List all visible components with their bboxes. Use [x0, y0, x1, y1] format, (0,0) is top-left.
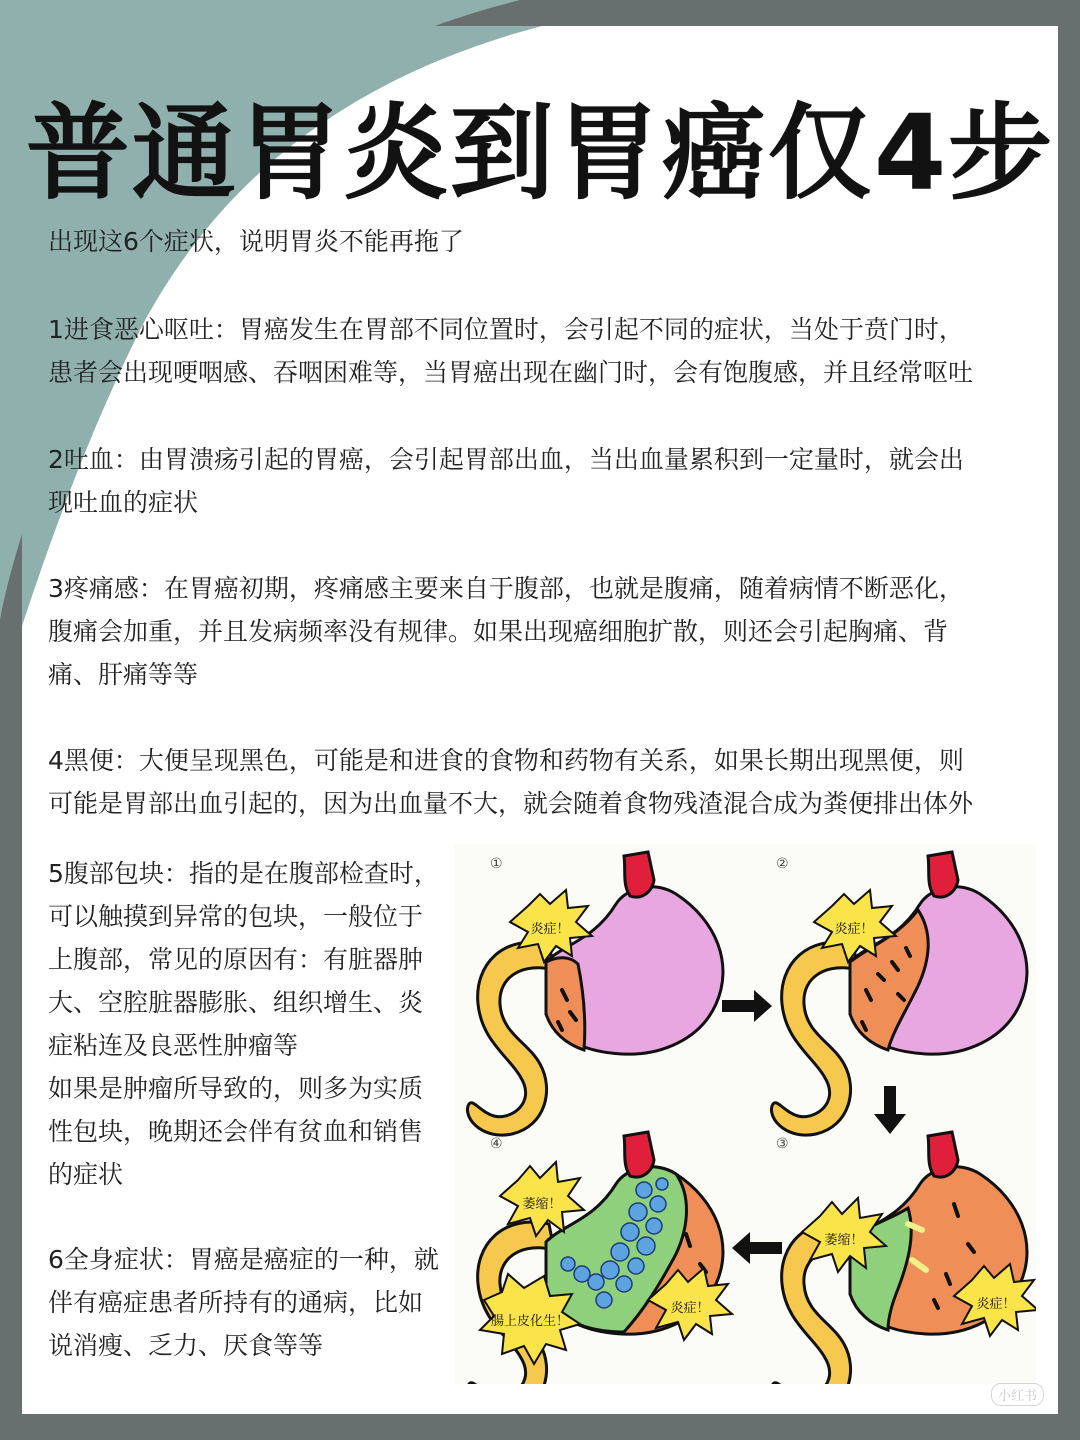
- panel-number: ④: [490, 1136, 503, 1152]
- symptom-4: [48, 739, 973, 825]
- callout-label: 萎缩！: [522, 1197, 562, 1212]
- symptom-line: 4黑便：大便呈现黑色，可能是和进食的食物和药物有关系，如果长期出现黑便，则: [48, 746, 964, 775]
- symptom-line: 现吐血的症状: [48, 488, 199, 517]
- panel-3: [771, 1132, 1036, 1384]
- intro-text: [48, 220, 464, 263]
- panel-number: ①: [490, 856, 503, 872]
- panel-1: [467, 852, 722, 1135]
- symptom-line: 可以触摸到异常的包块，一般位于: [48, 902, 424, 931]
- symptom-line: 腹痛会加重，并且发病频率没有规律。如果出现癌细胞扩散，则还会引起胸痛、背: [48, 617, 949, 646]
- callout-label: 炎症！: [670, 1301, 710, 1316]
- symptom-3: [48, 567, 964, 696]
- symptom-line: 症粘连及良恶性肿瘤等: [48, 1031, 299, 1060]
- symptom-line: 3疼痛感：在胃癌初期，疼痛感主要来自于腹部，也就是腹痛，随着病情不断恶化，: [48, 574, 964, 603]
- symptom-line: 可能是胃部出血引起的，因为出血量不大，就会随着食物残渣混合成为粪便排出体外: [48, 789, 974, 818]
- arrow-left-icon: [732, 1232, 782, 1264]
- panel-number: ②: [776, 856, 789, 872]
- stomach-progression-figure: [454, 844, 1036, 1384]
- symptom-2: [48, 438, 964, 524]
- stomach-progression-svg: [454, 844, 1036, 1384]
- page-title: 普通胃炎到胃癌仅4步: [25, 92, 1055, 214]
- arrow-right-icon: [722, 990, 772, 1022]
- watermark: 小红书: [991, 1383, 1044, 1406]
- panel-2: [771, 852, 1026, 1135]
- panel-4: [467, 1132, 732, 1384]
- content-card: [22, 26, 1058, 1414]
- symptom-line: 性包块，晚期还会伴有贫血和销售: [48, 1117, 424, 1146]
- callout-label: 炎症！: [976, 1297, 1016, 1312]
- symptom-line: 2吐血：由胃溃疡引起的胃癌，会引起胃部出血，当出血量累积到一定量时，就会出: [48, 445, 964, 474]
- callout-label: 萎缩！: [824, 1233, 864, 1248]
- symptom-line: 上腹部，常见的原因有：有脏器肿: [48, 945, 424, 974]
- symptom-line: 6全身症状：胃癌是癌症的一种，就: [48, 1245, 439, 1274]
- arrow-down-icon: [874, 1086, 906, 1134]
- symptom-line: 伴有癌症患者所持有的通病，比如: [48, 1288, 424, 1317]
- symptom-1: [48, 308, 973, 394]
- panel-number: ③: [776, 1136, 789, 1152]
- callout-label: 炎症！: [530, 922, 570, 937]
- symptom-line: 患者会出现哽咽感、吞咽困难等，当胃癌出现在幽门时，会有饱腹感，并且经常呕吐: [48, 358, 974, 387]
- symptom-line: 1进食恶心呕吐：胃癌发生在胃部不同位置时，会引起不同的症状，当处于贲门时，: [48, 315, 964, 344]
- symptom-5: [48, 852, 439, 1196]
- symptom-line: 说消瘦、乏力、厌食等等: [48, 1331, 324, 1360]
- symptom-line: 如果是肿瘤所导致的，则多为实质: [48, 1074, 424, 1103]
- intro-line: 出现这6个症状，说明胃炎不能再拖了: [48, 227, 464, 256]
- callout-label: 炎症！: [834, 922, 874, 937]
- symptom-line: 大、空腔脏器膨胀、组织增生、炎: [48, 988, 424, 1017]
- symptom-6: [48, 1238, 439, 1367]
- symptom-line: 5腹部包块：指的是在腹部检查时，: [48, 859, 439, 888]
- symptom-line: 的症状: [48, 1160, 124, 1189]
- callout-label: 腸上皮化生！: [490, 1314, 570, 1329]
- symptom-line: 痛、肝痛等等: [48, 660, 199, 689]
